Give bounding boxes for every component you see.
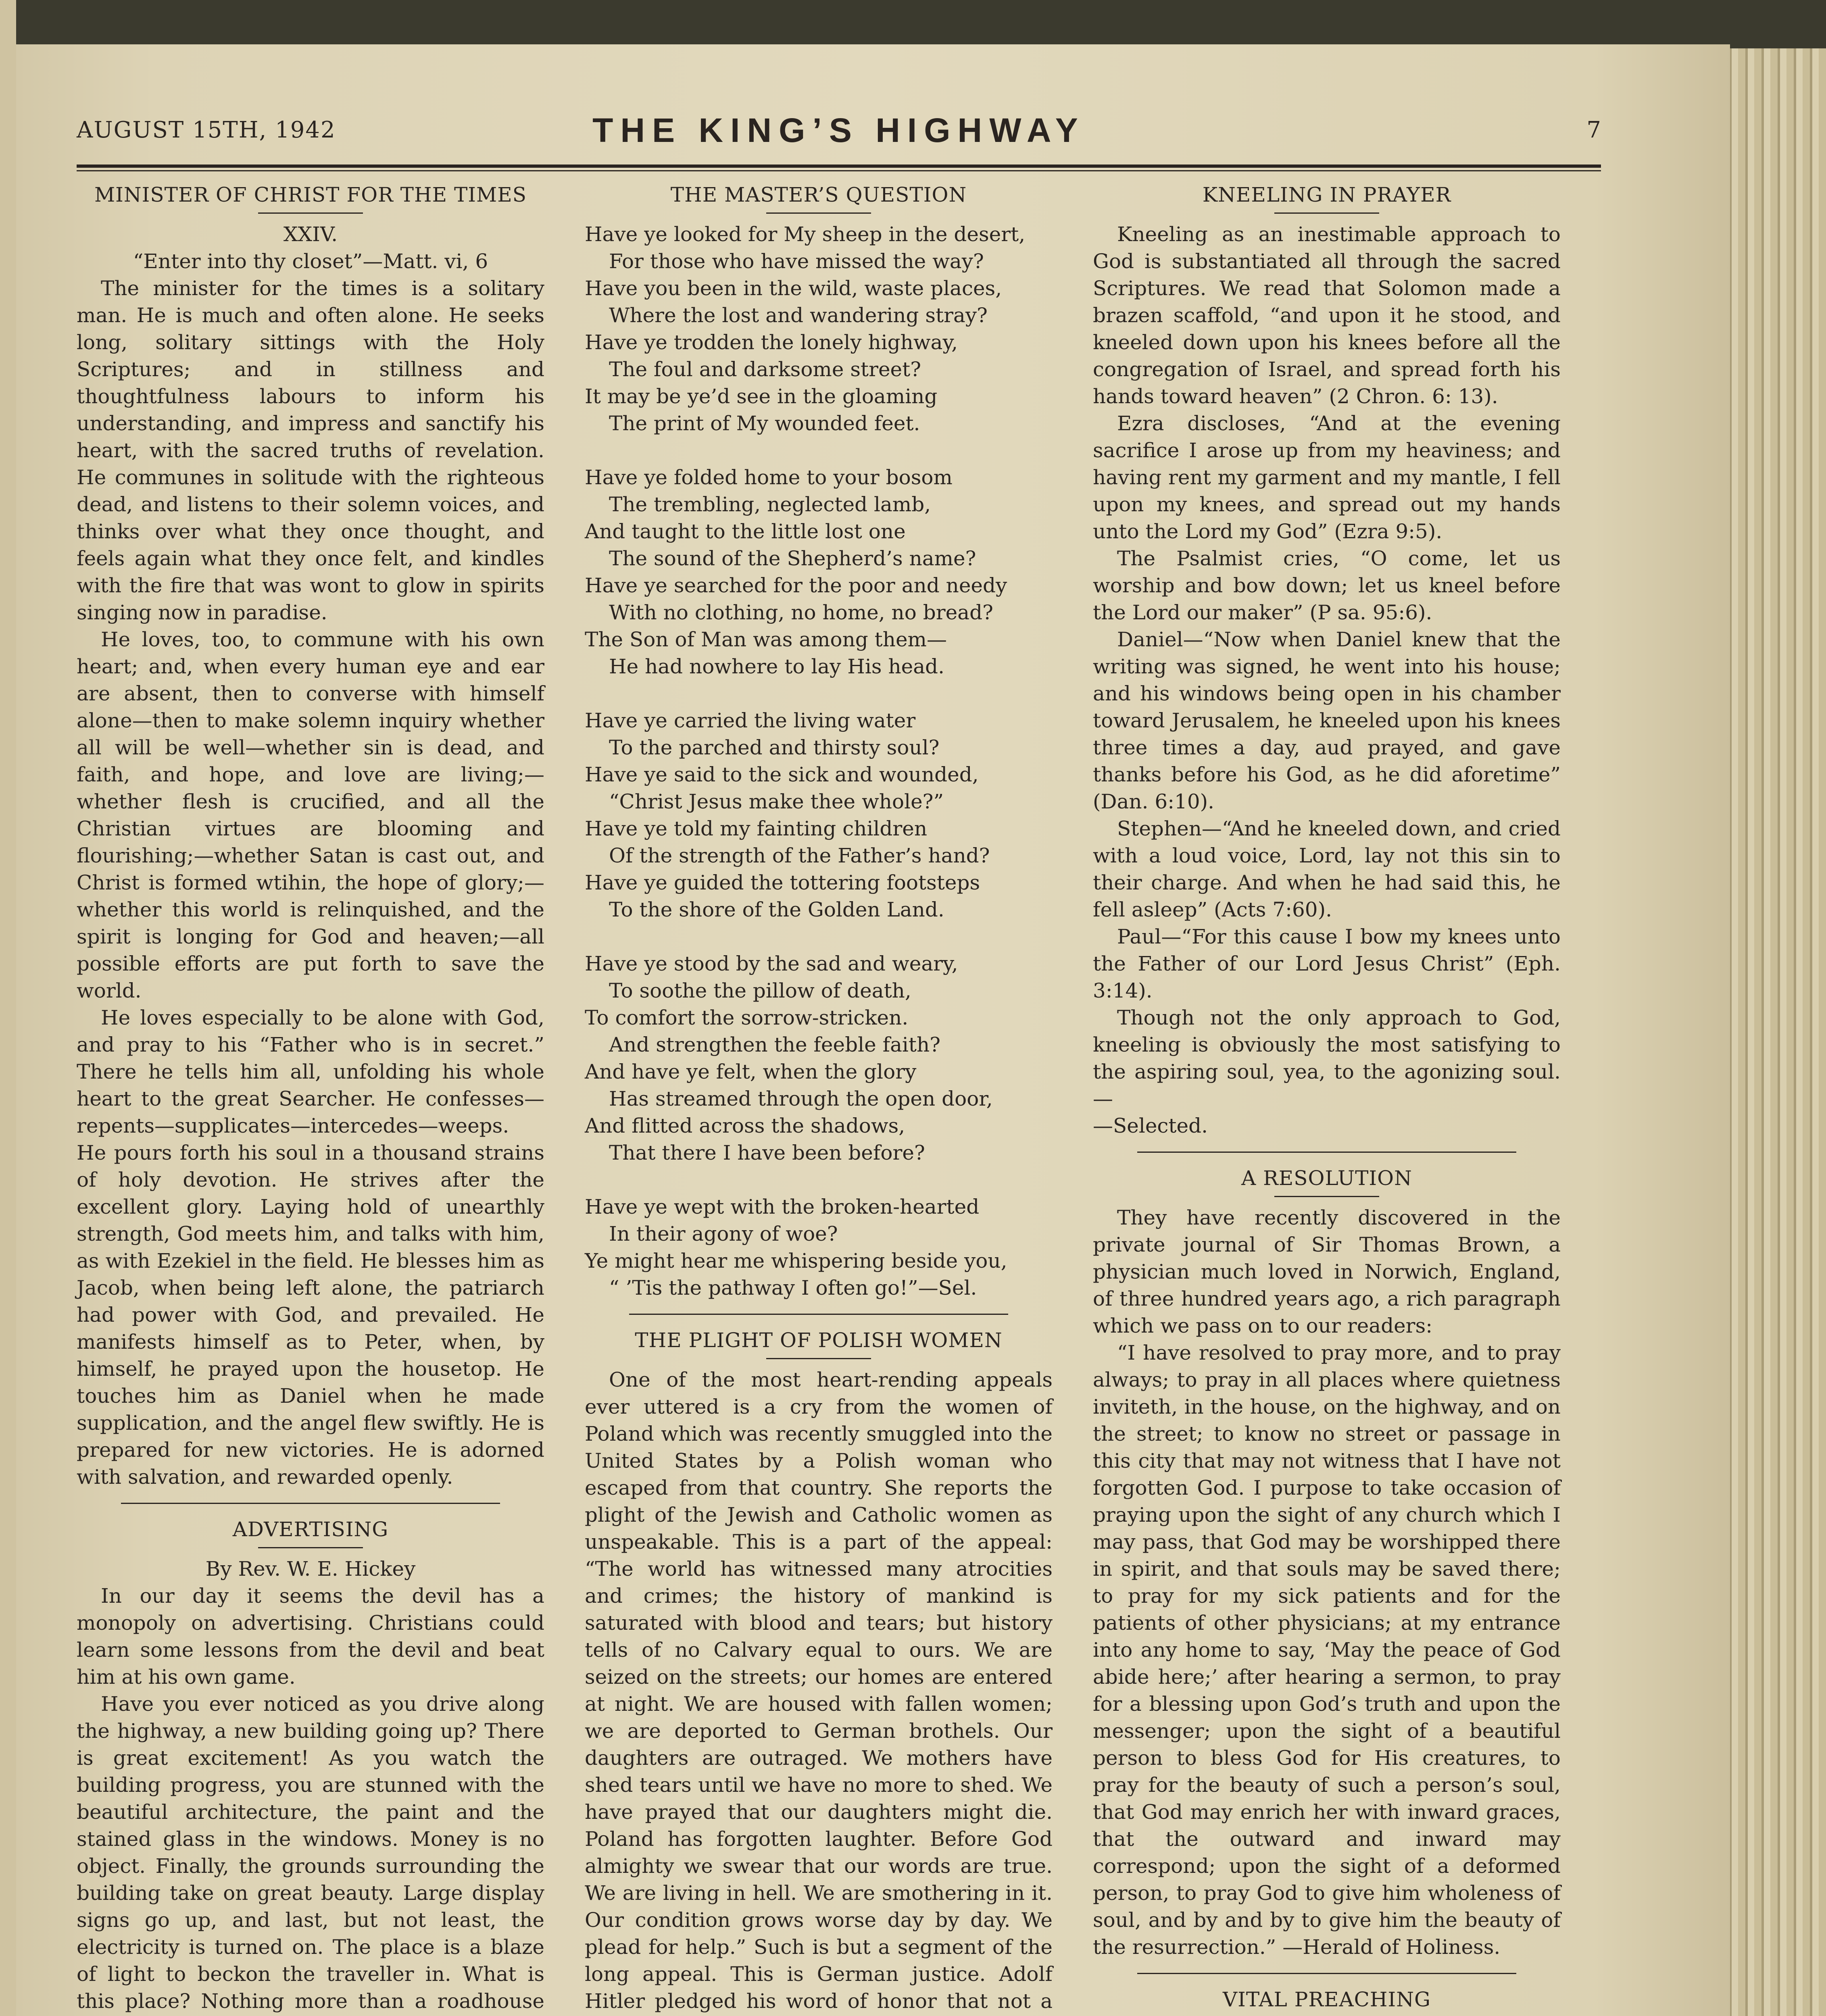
article-heading-vital-preaching: VITAL PREACHING xyxy=(1223,1988,1431,2011)
heading-rule xyxy=(258,212,363,214)
column-1 xyxy=(77,177,544,2016)
poem-line: To comfort the sorrow-stricken. xyxy=(585,1006,909,1029)
left-page-edge xyxy=(0,0,16,2016)
poem-stanza xyxy=(585,950,1053,1166)
poem-line: The print of My wounded feet. xyxy=(609,412,920,435)
poem-line: Where the lost and wandering stray? xyxy=(609,304,988,327)
poem-line: And flitted across the shadows, xyxy=(585,1114,905,1137)
poem-line: And have ye felt, when the glory xyxy=(585,1060,917,1083)
poem-line: To soothe the pillow of death, xyxy=(609,979,911,1002)
poem-line: The foul and darksome street? xyxy=(609,358,921,381)
masthead-title: THE KING’S HIGHWAY xyxy=(592,111,1085,149)
poem-line: “Christ Jesus make thee whole?” xyxy=(609,790,944,813)
poem-line: Have ye told my fainting children xyxy=(585,817,928,840)
paragraph: One of the most heart-rending appeals ever uttered is a cry from the women of Poland which was recently smuggled into the United States by a Polish woman who escaped from that country. She reports the plight of the Jewish and Catholic women as unspeakable. This is a part of the appeal: “The world has witnessed many atrocities and crimes; the history of mankind is saturated with blood and tears; but history tells of no Calvary equal to ours. We are seized on the streets; our homes are entered at night. We are housed with fallen women; we are deported to German brothels. Our daughters are outraged. We mothers have shed tears until we have no more to shed. We have prayed that our daughters might die. Poland has forgotten laughter. Before God almighty we swear that our words are true. We are living in hell. We are smothering in it. Our condition grows worse day by day. We plead for help.” Such is but a segment of the long appeal. This is German justice. Adolf Hitler pledged his word of honor that not a xyxy=(585,1368,1053,2013)
poem-line: With no clothing, no home, no bread? xyxy=(609,601,993,624)
poem-line: Have ye said to the sick and wounded, xyxy=(585,763,979,786)
article-heading-masters-question: THE MASTER’S QUESTION xyxy=(670,183,967,206)
poem-line: In their agony of woe? xyxy=(609,1222,838,1245)
poem-stanza xyxy=(585,707,1053,923)
poem-stanza xyxy=(585,221,1053,437)
paragraph: Kneeling as an inestimable approach to God is substantiated all through the sacred Scriptures. We read that Solomon made a brazen scaffold, “and upon it he stood, and kneeled down upon his knees before all the congregation of Israel, and spread forth his hands toward heaven” (2 Chron. 6: 13). xyxy=(1093,223,1561,408)
poem-line: That there I have been before? xyxy=(609,1141,925,1164)
paragraph: He loves, too, to commune with his own heart; and, when every human eye and ear are absent, then to converse with himself alone—then to make solemn inquiry whether all will be well—whether sin is dead, and faith, and hope, and love are living;—whether flesh is crucified, and all the Christian virtues are blooming and flourishing;—whether Satan is cast out, and Christ is formed wtihin, the hope of glory;—whether this world is relinquished, and the spirit is longing for God and heaven;—all possible efforts are put forth to save the world. xyxy=(77,628,544,1002)
heading-rule xyxy=(258,1547,363,1548)
poem-line: Has streamed through the open door, xyxy=(609,1087,993,1110)
newspaper-page xyxy=(16,44,1730,2016)
paragraph: “I have resolved to pray more, and to pray always; to pray in all places where quietness inviteth, in the house, on the highway, and on the street; to know no street or passage in this city that may not witness that I have not forgotten God. I purpose to take occasion of praying upon the sight of any church which I may pass, that God may be worshipped there in spirit, and that souls may be saved there; to pray for my sick patients and for the patients of other physicians; at my entrance into any home to say, ‘May the peace of God abide here;’ after hearing a sermon, to pray for a blessing upon God’s truth and upon the messenger; upon the sight of a beautiful person to bless God for His creatures, to pray for the beauty of such a person’s soul, that God may enrich her with inward graces, that the outward and inward may correspond; upon the sight of a deformed person, to pray God to give him wholeness of soul, and by and by to give him the beauty of the resurrection.” —Herald of Holiness. xyxy=(1093,1341,1561,1959)
article-number: XXIV. xyxy=(283,223,338,246)
poem-line: To the parched and thirsty soul? xyxy=(609,736,940,759)
poem-line: Have ye wept with the broken-hearted xyxy=(585,1195,980,1218)
poem-line: Have ye guided the tottering footsteps xyxy=(585,871,980,894)
source-credit: —Selected. xyxy=(1093,1114,1208,1137)
article-heading-advertising: ADVERTISING xyxy=(232,1518,389,1541)
page-number: 7 xyxy=(1586,117,1601,143)
paragraph: The minister for the times is a solitary man. He is much and often alone. He seeks long, solitary sittings with the Holy Scriptures; and in stillness and thoughtfulness labours to inform his understanding, and impress and sanctify his heart, with the sacred truths of revelation. He communes in solitude with the righteous dead, and listens to their solemn voices, and thinks over what they once thought, and feels again what they once felt, and kindles with the fire that was wont to glow in spirits singing now in paradise. xyxy=(77,277,544,624)
paragraph: Paul—“For this cause I bow my knees unto the Father of our Lord Jesus Christ” (Eph. 3:14). xyxy=(1093,925,1561,1002)
paragraph: Ezra discloses, “And at the evening sacrifice I arose up from my heaviness; and having rent my garment and my mantle, I fell upon my knees, and spread out my hands unto the Lord my God” (Ezra 9:5). xyxy=(1093,412,1561,543)
paragraph: Have you ever noticed as you drive along the highway, a new building going up? There is great excitement! As you watch the building progress, you are stunned with the beautiful architecture, the paint and the stained glass in the windows. Money is no object. Finally, the grounds surrounding the building take on great beauty. Large display signs go up, and last, but not least, the electricity is turned on. The place is a blaze of light to beckon the traveller in. What is this place? Nothing more than a roadhouse xyxy=(77,1692,544,2013)
poem-line: Of the strength of the Father’s hand? xyxy=(609,844,990,867)
poem xyxy=(585,221,1053,1302)
poem-line: The trembling, neglected lamb, xyxy=(609,493,931,516)
poem-line: The Son of Man was among them— xyxy=(585,628,947,651)
article-heading-minister: MINISTER OF CHRIST FOR THE TIMES xyxy=(94,183,527,206)
poem-line: It may be ye’d see in the gloaming xyxy=(585,385,938,408)
poem-line: Ye might hear me whispering beside you, xyxy=(585,1249,1007,1272)
article-heading-kneeling: KNEELING IN PRAYER xyxy=(1202,183,1451,206)
poem-line: Have ye looked for My sheep in the desert, xyxy=(585,223,1026,246)
section-rule xyxy=(1137,1973,1516,1974)
poem-line: And strengthen the feeble faith? xyxy=(609,1033,940,1056)
article-heading-resolution: A RESOLUTION xyxy=(1241,1166,1412,1190)
issue-date: AUGUST 15TH, 1942 xyxy=(77,117,336,143)
paragraph: Though not the only approach to God, kneeling is obviously the most satisfying to the aspiring soul, yea, to the agonizing soul.— xyxy=(1093,1006,1561,1110)
poem-line: And taught to the little lost one xyxy=(585,520,906,543)
heading-rule xyxy=(1274,212,1379,214)
section-rule xyxy=(629,1314,1008,1315)
poem-line: Have ye stood by the sad and weary, xyxy=(585,952,958,975)
poem-line: Have you been in the wild, waste places, xyxy=(585,277,1002,300)
poem-line: Have ye folded home to your bosom xyxy=(585,466,953,489)
paragraph: Stephen—“And he kneeled down, and cried with a loud voice, Lord, lay not this sin to their charge. And when he had said this, he fell asleep” (Acts 7:60). xyxy=(1093,817,1561,921)
poem-line: Have ye trodden the lonely highway, xyxy=(585,331,958,354)
section-rule xyxy=(1137,1152,1516,1153)
epigraph: “Enter into thy closet”—Matt. vi, 6 xyxy=(133,250,488,273)
paragraph: He loves especially to be alone with God, and pray to his “Father who is in secret.” There he tells him all, unfolding his whole heart to the great Searcher. He confesses—repents—supplicates—intercedes—weeps. He pours forth his soul in a thousand strains of holy devotion. He strives after the excellent glory. Laying hold of unearthly strength, God meets him, and talks with him, as with Ezekiel in the field. He blesses him as Jacob, when being left alone, the patriarch had power with God, and prevailed. He manifests himself as to Peter, when, by himself, he prayed upon the housetop. He touches him as Daniel when he made supplication, and the angel flew swiftly. He is prepared for new victories. He is adorned with salvation, and rewarded openly. xyxy=(77,1006,544,1489)
article-heading-polish-women: THE PLIGHT OF POLISH WOMEN xyxy=(635,1329,1003,1352)
paragraph: The Psalmist cries, “O come, let us worship and bow down; let us kneel before the Lord our maker” (P sa. 95:6). xyxy=(1093,547,1561,624)
paragraph: Daniel—“Now when Daniel knew that the writing was signed, he went into his house; and his windows being open in his chamber toward Jerusalem, he kneeled upon his knees three times a day, aud prayed, and gave thanks before his God, as he did aforetime” (Dan. 6:10). xyxy=(1093,628,1561,813)
header-rule-thin xyxy=(77,170,1601,171)
poem-line: For those who have missed the way? xyxy=(609,250,984,273)
header-rule xyxy=(77,165,1601,168)
column-3 xyxy=(1093,177,1561,2016)
heading-rule xyxy=(1274,1196,1379,1197)
page-header xyxy=(77,111,1601,169)
poem-line: Have ye searched for the poor and needy xyxy=(585,574,1007,597)
poem-line: Have ye carried the living water xyxy=(585,709,916,732)
poem-stanza xyxy=(585,464,1053,680)
byline: By Rev. W. E. Hickey xyxy=(205,1557,416,1581)
paragraph: They have recently discovered in the private journal of Sir Thomas Brown, a physician much loved in Norwich, England, of three hundred years ago, a rich paragraph which we pass on to our readers: xyxy=(1093,1206,1561,1337)
section-rule xyxy=(121,1503,500,1504)
heading-rule xyxy=(766,212,871,214)
column-2 xyxy=(585,177,1053,2016)
heading-rule xyxy=(766,1358,871,1359)
poem-line: He had nowhere to lay His head. xyxy=(609,655,944,678)
poem-line: “ ’Tis the pathway I often go!”—Sel. xyxy=(609,1276,977,1300)
poem-line: To the shore of the Golden Land. xyxy=(609,898,944,921)
poem-line: The sound of the Shepherd’s name? xyxy=(609,547,976,570)
poem-stanza xyxy=(585,1193,1053,1302)
paragraph: In our day it seems the devil has a monopoly on advertising. Christians could learn some lessons from the devil and beat him at his own game. xyxy=(77,1584,544,1689)
